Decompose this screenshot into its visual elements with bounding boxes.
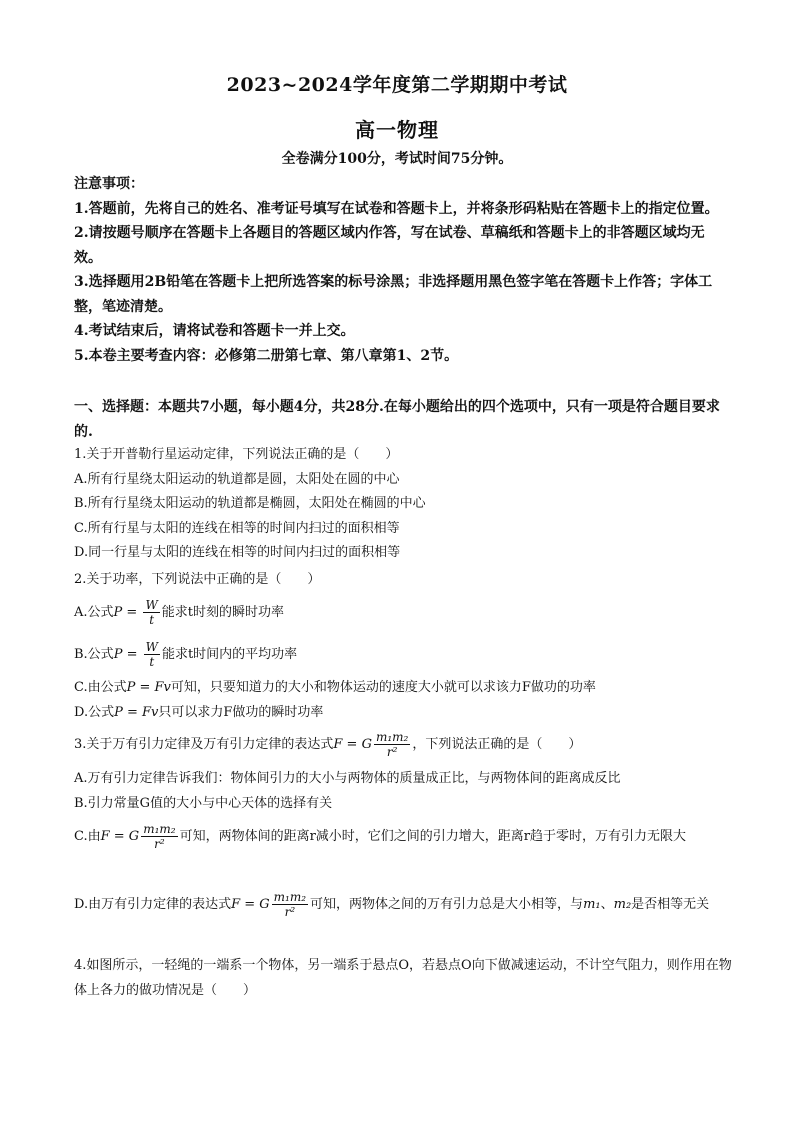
fraction-m1m2-over-r2: $\frac{\text{m₁m₂}}{\text{r²}}$ (375, 730, 409, 759)
full-score-note: 全卷满分100分，考试时间75分钟。 (281, 151, 513, 167)
q3-options-ab (74, 767, 734, 816)
notes-heading: 注意事项： (74, 176, 144, 192)
q1-option-a: A.所有行星绕太阳运动的轨道都是圆，太阳处在圆的中心 (74, 471, 400, 487)
q3-option-b: B.引力常量G值的大小与中心天体的选择有关 (74, 795, 333, 811)
question-3 (74, 730, 734, 760)
q3-option-c: C.由F = G $\frac{\text{m₁m₂}}{\text{r²}}$ 可知，两物体间的距离r减小时，它们之间的引力增大，距离r趋于零时，万有引力无限大 (74, 822, 687, 851)
question-4 (74, 954, 734, 1003)
exam-title: 2023~2024学年度第二学期期中考试 (226, 74, 568, 96)
fraction-m1m2-over-r2: $\frac{\text{m₁m₂}}{\text{r²}}$ (143, 822, 176, 851)
fraction-w-over-t: $\frac{W}{t}$ (145, 598, 158, 627)
note-item-4: 4.考试结束后，请将试卷和答题卡一并上交。 (74, 323, 355, 339)
q2-option-b: B.公式P = $\frac{W}{t}$ 能求t时间内的平均功率 (74, 640, 298, 669)
note-item-2: 2.请按题号顺序在答题卡上各题目的答题区域内作答，写在试卷、草稿纸和答题卡上的非答题区域均无效。 (74, 225, 705, 266)
q2-option-a: A.公式P = $\frac{W}{t}$ 能求t时刻的瞬时功率 (74, 598, 285, 627)
fraction-m1m2-over-r2: $\frac{\text{m₁m₂}}{\text{r²}}$ (273, 890, 307, 919)
q3-stem: 3.关于万有引力定律及万有引力定律的表达式F = G $\frac{\text{m₁m₂}}{\text{r²}}$ ，下列说法正确的是（ ） (74, 730, 582, 759)
q3-option-d: D.由万有引力定律的表达式F = G $\frac{\text{m₁m₂}}{\text{r²}}$ 可知，两物体之间的万有引力总是大小相等，与m₁、m₂是否相等无关 (74, 890, 710, 919)
note-item-1: 1.答题前，先将自己的姓名、准考证号填写在试卷和答题卡上，并将条形码粘贴在答题卡上的指定位置。 (74, 200, 719, 217)
q1-option-d: D.同一行星与太阳的连线在相等的时间内扫过的面积相等 (74, 545, 401, 560)
note-item-5: 5.本卷主要考查内容：必修第二册第七章、第八章第1、2节。 (74, 347, 459, 364)
subject-title: 高一物理 (355, 118, 439, 142)
q1-option-b: B.所有行星绕太阳运动的轨道都是椭圆，太阳处在椭圆的中心 (74, 496, 426, 511)
note-item-3: 3.选择题用2B铅笔在答题卡上把所选答案的标号涂黑；非选择题用黑色签字笔在答题卡上作答；字体工整，笔迹清楚。 (74, 274, 713, 315)
q4-stem: 4.如图所示，一轻绳的一端系一个物体，另一端系于悬点O，若悬点O向下做减速运动，不计空气阻力，则作用在物体上各力的做功情况是（ ） (74, 958, 732, 998)
section-heading: 一、选择题：本题共7小题，每小题4分，共28分.在每小题给出的四个选项中，只有一项是符合题目要求的. (74, 399, 720, 440)
q2-options-cd (74, 676, 734, 725)
fraction-w-over-t: $\frac{W}{t}$ (145, 640, 158, 669)
notes-block (74, 172, 724, 368)
q2-stem: 2.关于功率，下列说法中正确的是（ ） (74, 572, 321, 587)
question-2 (74, 568, 734, 593)
q2-option-d: D.公式P = Fv只可以求力F做功的瞬时功率 (74, 704, 324, 720)
q1-option-c: C.所有行星与太阳的连线在相等的时间内扫过的面积相等 (74, 520, 400, 536)
q3-option-a: A.万有引力定律告诉我们：物体间引力的大小与两物体的质量成正比，与两物体间的距离成反比 (74, 771, 621, 786)
q2-option-c: C.由公式P = Fv可知，只要知道力的大小和物体运动的速度大小就可以求该力F做功的功率 (74, 680, 596, 695)
question-1 (74, 443, 734, 566)
q1-stem: 1.关于开普勒行星运动定律，下列说法正确的是（ ） (74, 447, 399, 462)
